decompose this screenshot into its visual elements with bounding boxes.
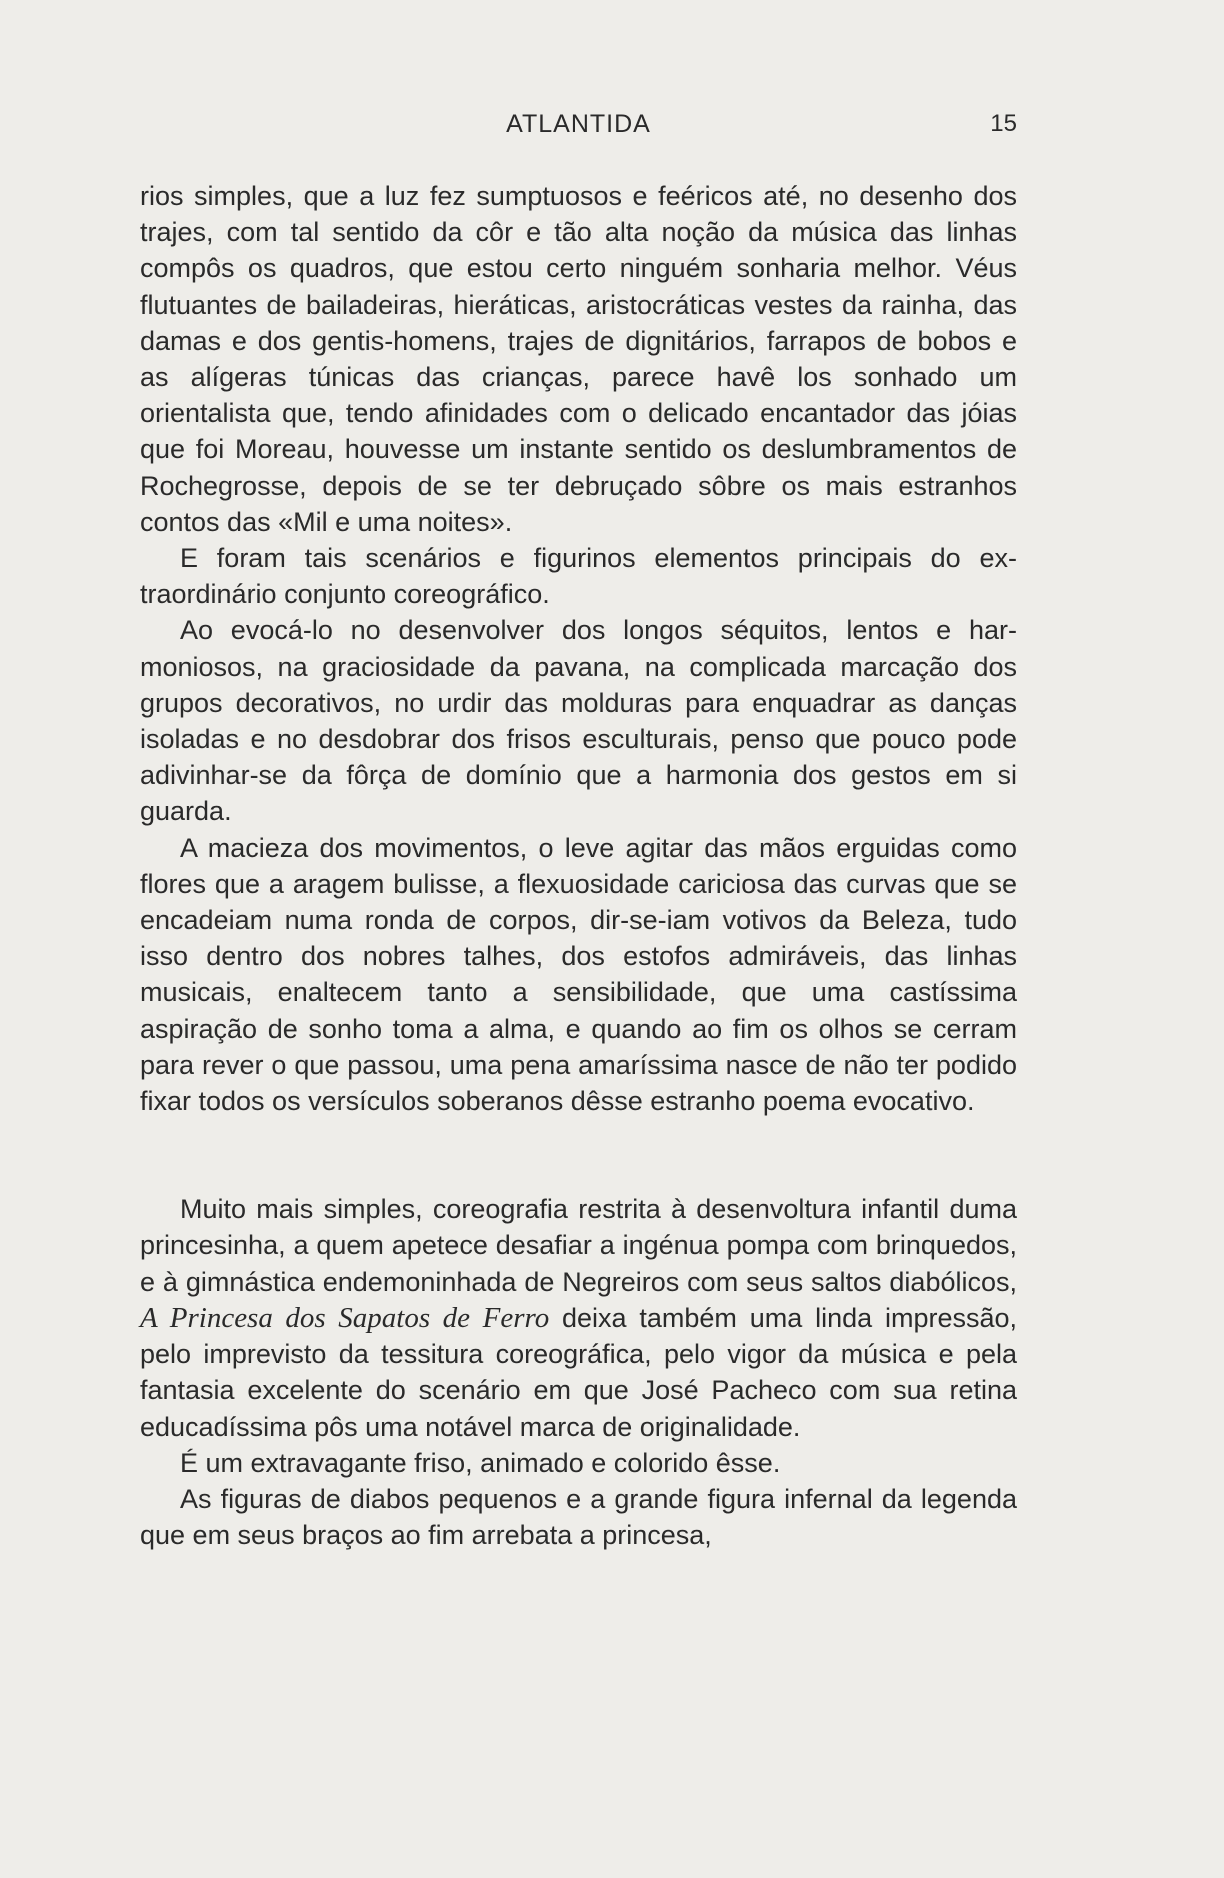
section-break <box>140 1119 1017 1191</box>
paragraph-text: deixa também uma linda impressão, pelo imprevisto da tessitura coreográfica, pelo vigor da música e pela fantasia excelente do scenário em que José Pacheco com sua retina educadíssima pôs uma notável marca de originalidade. <box>140 1302 1017 1442</box>
paragraph-continued: rios simples, que a luz fez sumptuosos e feéricos até, no desenho dos trajes, com tal sentido da côr e tão alta noção da música das linhas compôs os quadros, que estou certo ninguém sonharia melhor. Véus flutuantes de bailadeiras, hieráticas, aristocráticas vestes da rainha, das damas e dos gentis-homens, trajes de dignitários, farrapos de bobos e as alígeras túnicas das crianças, parece havê los sonhado um orientalista que, tendo afinidades com o delicado encantador das jóias que foi Moreau, houvesse um instante sentido os deslumbramentos de Rochegrosse, depois de se ter debruçado sôbre os mais estranhos contos das «Mil e uma noites». <box>140 181 1017 537</box>
body-text <box>140 178 1017 1553</box>
page-number: 15 <box>990 110 1017 137</box>
paragraph: A macieza dos movimentos, o leve agitar das mãos erguidas como flores que a aragem bulisse, a flexuosidade cariciosa das curvas que se encadeiam numa ronda de corpos, dir-se-iam votivos da Beleza, tudo isso dentro dos nobres talhes, dos estofos admiráveis, das linhas musicais, enaltecem tanto a sensibilidade, que uma castíssima aspiração de sonho toma a alma, e quando ao fim os olhos se cerram para rever o que passou, uma pena amaríssima nasce de não ter podido fixar todos os versículos soberanos dêsse estranho poema evocativo. <box>140 832 1017 1117</box>
paragraph-text: Muito mais simples, coreografia restrita à desenvoltura infantil duma princesinha, a quem apetece desafiar a ingénua pompa com brinquedos, e à gimnástica endemoninhada de Negreiros com seus saltos diabólicos, <box>140 1194 1017 1297</box>
paragraph: É um extravagante friso, animado e colorido êsse. <box>180 1447 781 1478</box>
running-head <box>140 110 1017 144</box>
paragraph: As figuras de diabos pequenos e a grande figura infernal da legenda que em seus braços ao fim arrebata a princesa, <box>140 1483 1017 1551</box>
work-title-italic: A Princesa dos Sapatos de Ferro <box>140 1301 550 1334</box>
paragraph <box>140 1191 1017 1444</box>
paragraph: Ao evocá-lo no desenvolver dos longos séquitos, lentos e harmoniosos, na graciosidade da pavana, na complicada marcação dos grupos decorativos, no urdir das molduras para enquadrar as danças isoladas e no desdobrar dos frisos esculturais, penso que pouco pode adivinhar-se da fôrça de domínio que a harmonia dos gestos em si guarda. <box>140 615 1017 827</box>
running-title: ATLANTIDA <box>506 110 651 138</box>
paragraph: E foram tais scenários e figurinos elementos principais do extraordinário conjunto coreográfico. <box>140 543 1017 610</box>
